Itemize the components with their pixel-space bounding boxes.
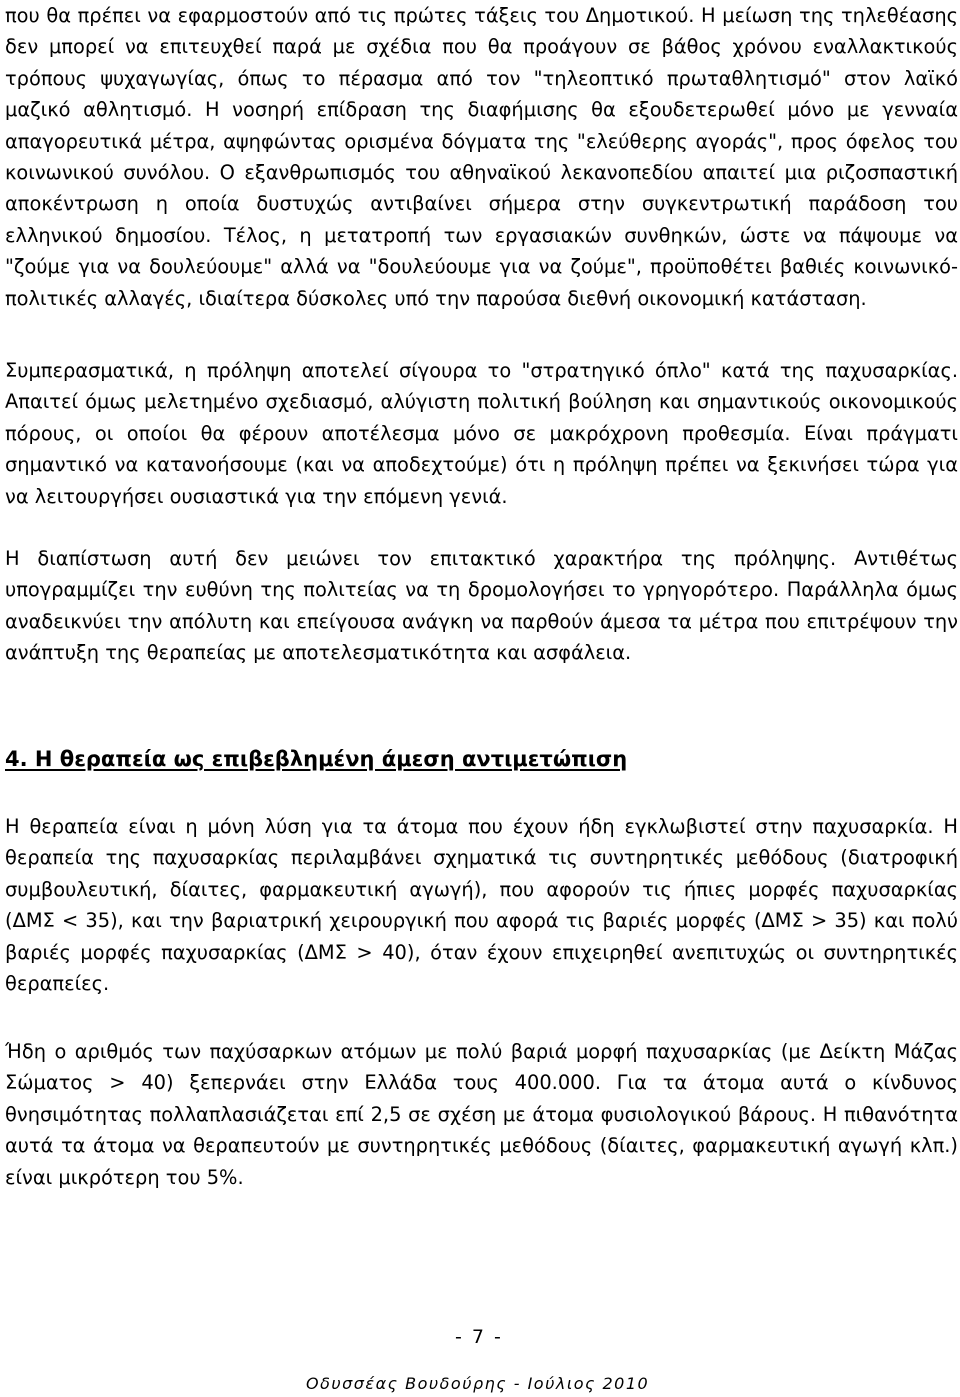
body-paragraph-1: που θα πρέπει να εφαρμοστούν από τις πρώτες τάξεις του Δημοτικού. Η μείωση της τηλεθέασης δεν μπορεί να επιτευχθεί παρά με σχέδια που θα προάγουν σε βάθος χρόνου εναλλακτικούς τρόπους ψυχαγωγίας, όπως το πέρασμα από τον "τηλεοπτικό πρωταθλητισμό" στον λαϊκό μαζικό αθλητισμό. Η νοσηρή επίδραση της διαφήμισης θα εξουδετερωθεί μόνο με γενναία απαγορευτικά μέτρα, αψηφώντας ορισμένα δόγματα της "ελεύθερης αγοράς", προς όφελος του κοινωνικού συνόλου. Ο εξανθρωπισμός του αθηναϊκού λεκανοπεδίου απαιτεί μια ριζοσπαστική αποκέντρωση η οποία δυστυχώς αντιβαίνει σήμερα στην συγκεντρωτική παράδοση του ελληνικού δημοσίου. Τέλος, η μετατροπή των εργασιακών συνθηκών, ώστε να πάψουμε να "ζούμε για να δουλεύουμε" αλλά να "δουλεύουμε για να ζούμε", προϋποθέτει βαθιές κοινωνικό-πολιτικές αλλαγές, ιδιαίτερα δύσκολες υπό την παρούσα διεθνή οικονομική κατάσταση. [5,4,958,310]
section-heading: 4. Η θεραπεία ως επιβεβλημένη άμεση αντιμετώπιση [5,747,628,771]
page-footer: Οδυσσέας Βουδούρης - Ιούλιος 2010 [306,1374,650,1393]
page-number: - 7 - [455,1326,503,1348]
body-paragraph-2: Συμπερασματικά, η πρόληψη αποτελεί σίγουρα το "στρατηγικό όπλο" κατά της παχυσαρκίας. Απαιτεί όμως μελετημένο σχεδιασμό, αλύγιστη πολιτική βούληση και σημαντικούς οικονομικούς πόρους, οι οποίοι θα φέρουν αποτέλεσμα μόνο σε μακρόχρονη προθεσμία. Είναι πράγματι σημαντικό να κατανοήσουμε (και να αποδεχτούμε) ότι η πρόληψη πρέπει να ξεκινήσει τώρα για να λειτουργήσει ουσιαστικά για την επόμενη γενιά. [5,359,958,508]
section-paragraph-2: Ήδη ο αριθμός των παχύσαρκων ατόμων με πολύ βαριά μορφή παχυσαρκίας (με Δείκτη Μάζας Σώματος > 40) ξεπερνάει στην Ελλάδα τους 400.000. Για τα άτομα αυτά ο κίνδυνος θνησιμότητας πολλαπλασιάζεται επί 2,5 σε σχέση με άτομα φυσιολογικού βάρους. Η πιθανότητα αυτά τα άτομα να θεραπευτούν με συντηρητικές μεθόδους (δίαιτες, φαρμακευτική αγωγή κλπ.) είναι μικρότερη του 5%. [5,1040,958,1189]
section-paragraph-1: Η θεραπεία είναι η μόνη λύση για τα άτομα που έχουν ήδη εγκλωβιστεί στην παχυσαρκία. Η θεραπεία της παχυσαρκίας περιλαμβάνει σχηματικά τις συντηρητικές μεθόδους (διατροφική συμβουλευτική, δίαιτες, φαρμακευτική αγωγή), που αφορούν τις ήπιες μορφές παχυσαρκίας (ΔΜΣ < 35), και την βαριατρική χειρουργική που αφορά τις βαριές μορφές (ΔΜΣ > 35) και πολύ βαριές μορφές παχυσαρκίας (ΔΜΣ > 40), όταν έχουν επιχειρηθεί ανεπιτυχώς οι συντηρητικές θεραπείες. [5,815,958,996]
body-paragraph-3: Η διαπίστωση αυτή δεν μειώνει τον επιτακτικό χαρακτήρα της πρόληψης. Αντιθέτως υπογραμμίζει την ευθύνη της πολιτείας να τη δρομολογήσει το γρηγορότερο. Παράλληλα όμως αναδεικνύει την απόλυτη και επείγουσα ανάγκη να παρθούν άμεσα τα μέτρα που επιτρέψουν την ανάπτυξη της θεραπείας με αποτελεσματικότητα και ασφάλεια. [5,547,958,665]
